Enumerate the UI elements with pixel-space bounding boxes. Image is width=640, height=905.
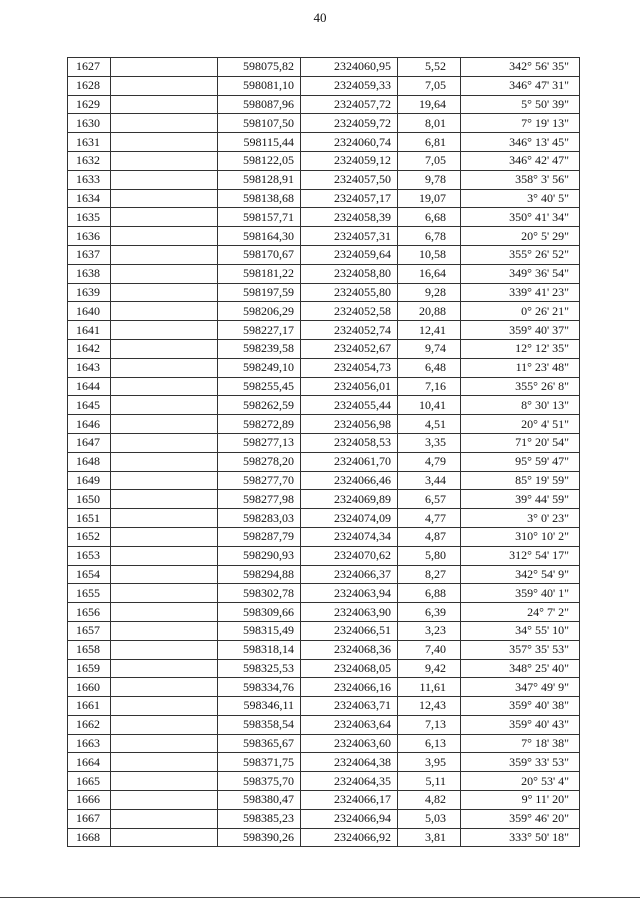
empty-cell — [111, 546, 218, 565]
empty-cell — [111, 227, 218, 246]
empty-cell — [111, 678, 218, 697]
point-number-cell: 1668 — [68, 828, 111, 847]
point-number-cell: 1667 — [68, 809, 111, 828]
x-coordinate-cell: 598206,29 — [218, 302, 301, 321]
x-coordinate-cell: 598075,82 — [218, 58, 301, 77]
distance-cell: 12,41 — [398, 321, 461, 340]
table-row — [68, 170, 580, 189]
point-number-cell: 1630 — [68, 114, 111, 133]
table-row — [68, 621, 580, 640]
table-row — [68, 58, 580, 77]
bearing-angle-cell: 359° 40' 43" — [461, 715, 580, 734]
empty-cell — [111, 565, 218, 584]
point-number-cell: 1633 — [68, 170, 111, 189]
x-coordinate-cell: 598346,11 — [218, 697, 301, 716]
bearing-angle-cell: 359° 40' 38" — [461, 697, 580, 716]
point-number-cell: 1662 — [68, 715, 111, 734]
point-number-cell: 1639 — [68, 283, 111, 302]
empty-cell — [111, 659, 218, 678]
bearing-angle-cell: 347° 49' 9" — [461, 678, 580, 697]
point-number-cell: 1641 — [68, 321, 111, 340]
y-coordinate-cell: 2324064,35 — [301, 772, 398, 791]
table-row — [68, 697, 580, 716]
x-coordinate-cell: 598358,54 — [218, 715, 301, 734]
distance-cell: 6,57 — [398, 490, 461, 509]
bearing-angle-cell: 8° 30' 13" — [461, 396, 580, 415]
x-coordinate-cell: 598249,10 — [218, 358, 301, 377]
table-row — [68, 715, 580, 734]
empty-cell — [111, 264, 218, 283]
empty-cell — [111, 603, 218, 622]
empty-cell — [111, 509, 218, 528]
point-number-cell: 1632 — [68, 151, 111, 170]
distance-cell: 7,05 — [398, 151, 461, 170]
table-row — [68, 321, 580, 340]
empty-cell — [111, 433, 218, 452]
bearing-angle-cell: 20° 4' 51" — [461, 415, 580, 434]
table-row — [68, 753, 580, 772]
table-row — [68, 114, 580, 133]
table-row — [68, 809, 580, 828]
distance-cell: 4,79 — [398, 452, 461, 471]
y-coordinate-cell: 2324052,67 — [301, 339, 398, 358]
x-coordinate-cell: 598375,70 — [218, 772, 301, 791]
y-coordinate-cell: 2324057,50 — [301, 170, 398, 189]
y-coordinate-cell: 2324059,72 — [301, 114, 398, 133]
empty-cell — [111, 114, 218, 133]
point-number-cell: 1663 — [68, 734, 111, 753]
empty-cell — [111, 791, 218, 810]
bearing-angle-cell: 333° 50' 18" — [461, 828, 580, 847]
table-row — [68, 396, 580, 415]
x-coordinate-cell: 598334,76 — [218, 678, 301, 697]
x-coordinate-cell: 598277,98 — [218, 490, 301, 509]
table-row — [68, 490, 580, 509]
x-coordinate-cell: 598197,59 — [218, 283, 301, 302]
point-number-cell: 1659 — [68, 659, 111, 678]
empty-cell — [111, 358, 218, 377]
bearing-angle-cell: 3° 40' 5" — [461, 189, 580, 208]
bearing-angle-cell: 342° 54' 9" — [461, 565, 580, 584]
distance-cell: 4,77 — [398, 509, 461, 528]
empty-cell — [111, 76, 218, 95]
y-coordinate-cell: 2324066,92 — [301, 828, 398, 847]
table-row — [68, 189, 580, 208]
bearing-angle-cell: 339° 41' 23" — [461, 283, 580, 302]
empty-cell — [111, 245, 218, 264]
x-coordinate-cell: 598294,88 — [218, 565, 301, 584]
distance-cell: 5,03 — [398, 809, 461, 828]
x-coordinate-cell: 598107,50 — [218, 114, 301, 133]
point-number-cell: 1631 — [68, 133, 111, 152]
bearing-angle-cell: 95° 59' 47" — [461, 452, 580, 471]
x-coordinate-cell: 598087,96 — [218, 95, 301, 114]
point-number-cell: 1643 — [68, 358, 111, 377]
table-row — [68, 302, 580, 321]
y-coordinate-cell: 2324070,62 — [301, 546, 398, 565]
y-coordinate-cell: 2324055,80 — [301, 283, 398, 302]
y-coordinate-cell: 2324054,73 — [301, 358, 398, 377]
point-number-cell: 1660 — [68, 678, 111, 697]
empty-cell — [111, 151, 218, 170]
distance-cell: 3,23 — [398, 621, 461, 640]
point-number-cell: 1648 — [68, 452, 111, 471]
empty-cell — [111, 321, 218, 340]
table-row — [68, 377, 580, 396]
distance-cell: 7,05 — [398, 76, 461, 95]
empty-cell — [111, 828, 218, 847]
distance-cell: 19,07 — [398, 189, 461, 208]
empty-cell — [111, 772, 218, 791]
y-coordinate-cell: 2324066,16 — [301, 678, 398, 697]
bearing-angle-cell: 39° 44' 59" — [461, 490, 580, 509]
distance-cell: 19,64 — [398, 95, 461, 114]
y-coordinate-cell: 2324060,95 — [301, 58, 398, 77]
point-number-cell: 1642 — [68, 339, 111, 358]
empty-cell — [111, 640, 218, 659]
point-number-cell: 1658 — [68, 640, 111, 659]
point-number-cell: 1657 — [68, 621, 111, 640]
x-coordinate-cell: 598272,89 — [218, 415, 301, 434]
x-coordinate-cell: 598081,10 — [218, 76, 301, 95]
y-coordinate-cell: 2324056,01 — [301, 377, 398, 396]
y-coordinate-cell: 2324066,51 — [301, 621, 398, 640]
distance-cell: 9,78 — [398, 170, 461, 189]
distance-cell: 4,87 — [398, 527, 461, 546]
table-row — [68, 227, 580, 246]
y-coordinate-cell: 2324060,74 — [301, 133, 398, 152]
y-coordinate-cell: 2324063,60 — [301, 734, 398, 753]
empty-cell — [111, 584, 218, 603]
bearing-angle-cell: 85° 19' 59" — [461, 471, 580, 490]
distance-cell: 3,95 — [398, 753, 461, 772]
table-row — [68, 208, 580, 227]
bearing-angle-cell: 24° 7' 2" — [461, 603, 580, 622]
distance-cell: 11,61 — [398, 678, 461, 697]
y-coordinate-cell: 2324074,34 — [301, 527, 398, 546]
point-number-cell: 1665 — [68, 772, 111, 791]
distance-cell: 9,74 — [398, 339, 461, 358]
distance-cell: 6,88 — [398, 584, 461, 603]
y-coordinate-cell: 2324066,37 — [301, 565, 398, 584]
page-number: 40 — [313, 10, 327, 25]
empty-cell — [111, 339, 218, 358]
empty-cell — [111, 415, 218, 434]
y-coordinate-cell: 2324063,71 — [301, 697, 398, 716]
y-coordinate-cell: 2324061,70 — [301, 452, 398, 471]
x-coordinate-cell: 598287,79 — [218, 527, 301, 546]
bearing-angle-cell: 312° 54' 17" — [461, 546, 580, 565]
distance-cell: 20,88 — [398, 302, 461, 321]
empty-cell — [111, 170, 218, 189]
distance-cell: 8,27 — [398, 565, 461, 584]
x-coordinate-cell: 598380,47 — [218, 791, 301, 810]
distance-cell: 7,13 — [398, 715, 461, 734]
table-row — [68, 678, 580, 697]
distance-cell: 6,68 — [398, 208, 461, 227]
bearing-angle-cell: 5° 50' 39" — [461, 95, 580, 114]
distance-cell: 9,42 — [398, 659, 461, 678]
y-coordinate-cell: 2324059,12 — [301, 151, 398, 170]
distance-cell: 12,43 — [398, 697, 461, 716]
distance-cell: 8,01 — [398, 114, 461, 133]
x-coordinate-cell: 598365,67 — [218, 734, 301, 753]
bearing-angle-cell: 359° 40' 1" — [461, 584, 580, 603]
point-number-cell: 1634 — [68, 189, 111, 208]
y-coordinate-cell: 2324068,36 — [301, 640, 398, 659]
table-row — [68, 584, 580, 603]
y-coordinate-cell: 2324052,58 — [301, 302, 398, 321]
x-coordinate-cell: 598371,75 — [218, 753, 301, 772]
x-coordinate-cell: 598325,53 — [218, 659, 301, 678]
x-coordinate-cell: 598181,22 — [218, 264, 301, 283]
point-number-cell: 1652 — [68, 527, 111, 546]
x-coordinate-cell: 598115,44 — [218, 133, 301, 152]
y-coordinate-cell: 2324066,94 — [301, 809, 398, 828]
bearing-angle-cell: 11° 23' 48" — [461, 358, 580, 377]
table-row — [68, 828, 580, 847]
y-coordinate-cell: 2324066,17 — [301, 791, 398, 810]
y-coordinate-cell: 2324059,64 — [301, 245, 398, 264]
y-coordinate-cell: 2324069,89 — [301, 490, 398, 509]
distance-cell: 5,11 — [398, 772, 461, 791]
y-coordinate-cell: 2324057,17 — [301, 189, 398, 208]
distance-cell: 6,78 — [398, 227, 461, 246]
empty-cell — [111, 189, 218, 208]
y-coordinate-cell: 2324057,31 — [301, 227, 398, 246]
x-coordinate-cell: 598315,49 — [218, 621, 301, 640]
point-number-cell: 1629 — [68, 95, 111, 114]
distance-cell: 6,81 — [398, 133, 461, 152]
table-row — [68, 603, 580, 622]
x-coordinate-cell: 598309,66 — [218, 603, 301, 622]
empty-cell — [111, 208, 218, 227]
point-number-cell: 1649 — [68, 471, 111, 490]
table-row — [68, 509, 580, 528]
x-coordinate-cell: 598138,68 — [218, 189, 301, 208]
bearing-angle-cell: 34° 55' 10" — [461, 621, 580, 640]
y-coordinate-cell: 2324064,38 — [301, 753, 398, 772]
y-coordinate-cell: 2324055,44 — [301, 396, 398, 415]
point-number-cell: 1651 — [68, 509, 111, 528]
x-coordinate-cell: 598128,91 — [218, 170, 301, 189]
y-coordinate-cell: 2324058,39 — [301, 208, 398, 227]
distance-cell: 10,58 — [398, 245, 461, 264]
bearing-angle-cell: 9° 11' 20" — [461, 791, 580, 810]
table-row — [68, 659, 580, 678]
y-coordinate-cell: 2324058,53 — [301, 433, 398, 452]
bearing-angle-cell: 20° 53' 4" — [461, 772, 580, 791]
point-number-cell: 1637 — [68, 245, 111, 264]
table-row — [68, 565, 580, 584]
point-number-cell: 1650 — [68, 490, 111, 509]
table-row — [68, 264, 580, 283]
empty-cell — [111, 396, 218, 415]
table-row — [68, 358, 580, 377]
point-number-cell: 1666 — [68, 791, 111, 810]
bearing-angle-cell: 359° 46' 20" — [461, 809, 580, 828]
x-coordinate-cell: 598318,14 — [218, 640, 301, 659]
distance-cell: 6,48 — [398, 358, 461, 377]
table-row — [68, 734, 580, 753]
empty-cell — [111, 58, 218, 77]
bearing-angle-cell: 20° 5' 29" — [461, 227, 580, 246]
bearing-angle-cell: 346° 47' 31" — [461, 76, 580, 95]
empty-cell — [111, 734, 218, 753]
table-row — [68, 527, 580, 546]
bearing-angle-cell: 359° 33' 53" — [461, 753, 580, 772]
table-row — [68, 452, 580, 471]
y-coordinate-cell: 2324068,05 — [301, 659, 398, 678]
table-row — [68, 471, 580, 490]
empty-cell — [111, 621, 218, 640]
table-row — [68, 546, 580, 565]
table-row — [68, 772, 580, 791]
bearing-angle-cell: 310° 10' 2" — [461, 527, 580, 546]
x-coordinate-cell: 598283,03 — [218, 509, 301, 528]
distance-cell: 3,81 — [398, 828, 461, 847]
point-number-cell: 1646 — [68, 415, 111, 434]
y-coordinate-cell: 2324059,33 — [301, 76, 398, 95]
footer-rule — [0, 897, 640, 898]
table-row — [68, 151, 580, 170]
table-row — [68, 283, 580, 302]
distance-cell: 6,13 — [398, 734, 461, 753]
distance-cell: 9,28 — [398, 283, 461, 302]
x-coordinate-cell: 598290,93 — [218, 546, 301, 565]
bearing-angle-cell: 355° 26' 52" — [461, 245, 580, 264]
y-coordinate-cell: 2324057,72 — [301, 95, 398, 114]
y-coordinate-cell: 2324058,80 — [301, 264, 398, 283]
point-number-cell: 1645 — [68, 396, 111, 415]
table-row — [68, 433, 580, 452]
coordinates-table-body — [68, 58, 580, 847]
bearing-angle-cell: 346° 42' 47" — [461, 151, 580, 170]
table-row — [68, 791, 580, 810]
point-number-cell: 1664 — [68, 753, 111, 772]
y-coordinate-cell: 2324063,64 — [301, 715, 398, 734]
bearing-angle-cell: 355° 26' 8" — [461, 377, 580, 396]
x-coordinate-cell: 598302,78 — [218, 584, 301, 603]
bearing-angle-cell: 3° 0' 23" — [461, 509, 580, 528]
empty-cell — [111, 283, 218, 302]
point-number-cell: 1627 — [68, 58, 111, 77]
bearing-angle-cell: 7° 18' 38" — [461, 734, 580, 753]
point-number-cell: 1656 — [68, 603, 111, 622]
x-coordinate-cell: 598255,45 — [218, 377, 301, 396]
x-coordinate-cell: 598385,23 — [218, 809, 301, 828]
distance-cell: 7,40 — [398, 640, 461, 659]
distance-cell: 4,51 — [398, 415, 461, 434]
x-coordinate-cell: 598277,70 — [218, 471, 301, 490]
empty-cell — [111, 452, 218, 471]
distance-cell: 3,44 — [398, 471, 461, 490]
y-coordinate-cell: 2324056,98 — [301, 415, 398, 434]
distance-cell: 16,64 — [398, 264, 461, 283]
empty-cell — [111, 527, 218, 546]
empty-cell — [111, 377, 218, 396]
y-coordinate-cell: 2324052,74 — [301, 321, 398, 340]
distance-cell: 3,35 — [398, 433, 461, 452]
x-coordinate-cell: 598239,58 — [218, 339, 301, 358]
bearing-angle-cell: 7° 19' 13" — [461, 114, 580, 133]
point-number-cell: 1638 — [68, 264, 111, 283]
x-coordinate-cell: 598164,30 — [218, 227, 301, 246]
x-coordinate-cell: 598390,26 — [218, 828, 301, 847]
distance-cell: 5,52 — [398, 58, 461, 77]
distance-cell: 7,16 — [398, 377, 461, 396]
x-coordinate-cell: 598157,71 — [218, 208, 301, 227]
bearing-angle-cell: 350° 41' 34" — [461, 208, 580, 227]
empty-cell — [111, 133, 218, 152]
table-row — [68, 95, 580, 114]
empty-cell — [111, 490, 218, 509]
distance-cell: 4,82 — [398, 791, 461, 810]
y-coordinate-cell: 2324063,94 — [301, 584, 398, 603]
empty-cell — [111, 471, 218, 490]
point-number-cell: 1647 — [68, 433, 111, 452]
bearing-angle-cell: 71° 20' 54" — [461, 433, 580, 452]
bearing-angle-cell: 357° 35' 53" — [461, 640, 580, 659]
table-row — [68, 76, 580, 95]
table-row — [68, 415, 580, 434]
x-coordinate-cell: 598262,59 — [218, 396, 301, 415]
bearing-angle-cell: 342° 56' 35" — [461, 58, 580, 77]
x-coordinate-cell: 598170,67 — [218, 245, 301, 264]
coordinates-table — [67, 57, 580, 847]
empty-cell — [111, 753, 218, 772]
point-number-cell: 1654 — [68, 565, 111, 584]
bearing-angle-cell: 12° 12' 35" — [461, 339, 580, 358]
distance-cell: 6,39 — [398, 603, 461, 622]
point-number-cell: 1628 — [68, 76, 111, 95]
point-number-cell: 1635 — [68, 208, 111, 227]
point-number-cell: 1636 — [68, 227, 111, 246]
bearing-angle-cell: 346° 13' 45" — [461, 133, 580, 152]
empty-cell — [111, 715, 218, 734]
empty-cell — [111, 697, 218, 716]
y-coordinate-cell: 2324074,09 — [301, 509, 398, 528]
bearing-angle-cell: 0° 26' 21" — [461, 302, 580, 321]
bearing-angle-cell: 349° 36' 54" — [461, 264, 580, 283]
distance-cell: 10,41 — [398, 396, 461, 415]
point-number-cell: 1655 — [68, 584, 111, 603]
table-row — [68, 339, 580, 358]
x-coordinate-cell: 598278,20 — [218, 452, 301, 471]
bearing-angle-cell: 359° 40' 37" — [461, 321, 580, 340]
x-coordinate-cell: 598227,17 — [218, 321, 301, 340]
y-coordinate-cell: 2324063,90 — [301, 603, 398, 622]
x-coordinate-cell: 598122,05 — [218, 151, 301, 170]
x-coordinate-cell: 598277,13 — [218, 433, 301, 452]
table-row — [68, 640, 580, 659]
bearing-angle-cell: 348° 25' 40" — [461, 659, 580, 678]
table-row — [68, 245, 580, 264]
point-number-cell: 1640 — [68, 302, 111, 321]
point-number-cell: 1661 — [68, 697, 111, 716]
empty-cell — [111, 302, 218, 321]
empty-cell — [111, 809, 218, 828]
empty-cell — [111, 95, 218, 114]
point-number-cell: 1644 — [68, 377, 111, 396]
y-coordinate-cell: 2324066,46 — [301, 471, 398, 490]
point-number-cell: 1653 — [68, 546, 111, 565]
distance-cell: 5,80 — [398, 546, 461, 565]
table-row — [68, 133, 580, 152]
bearing-angle-cell: 358° 3' 56" — [461, 170, 580, 189]
